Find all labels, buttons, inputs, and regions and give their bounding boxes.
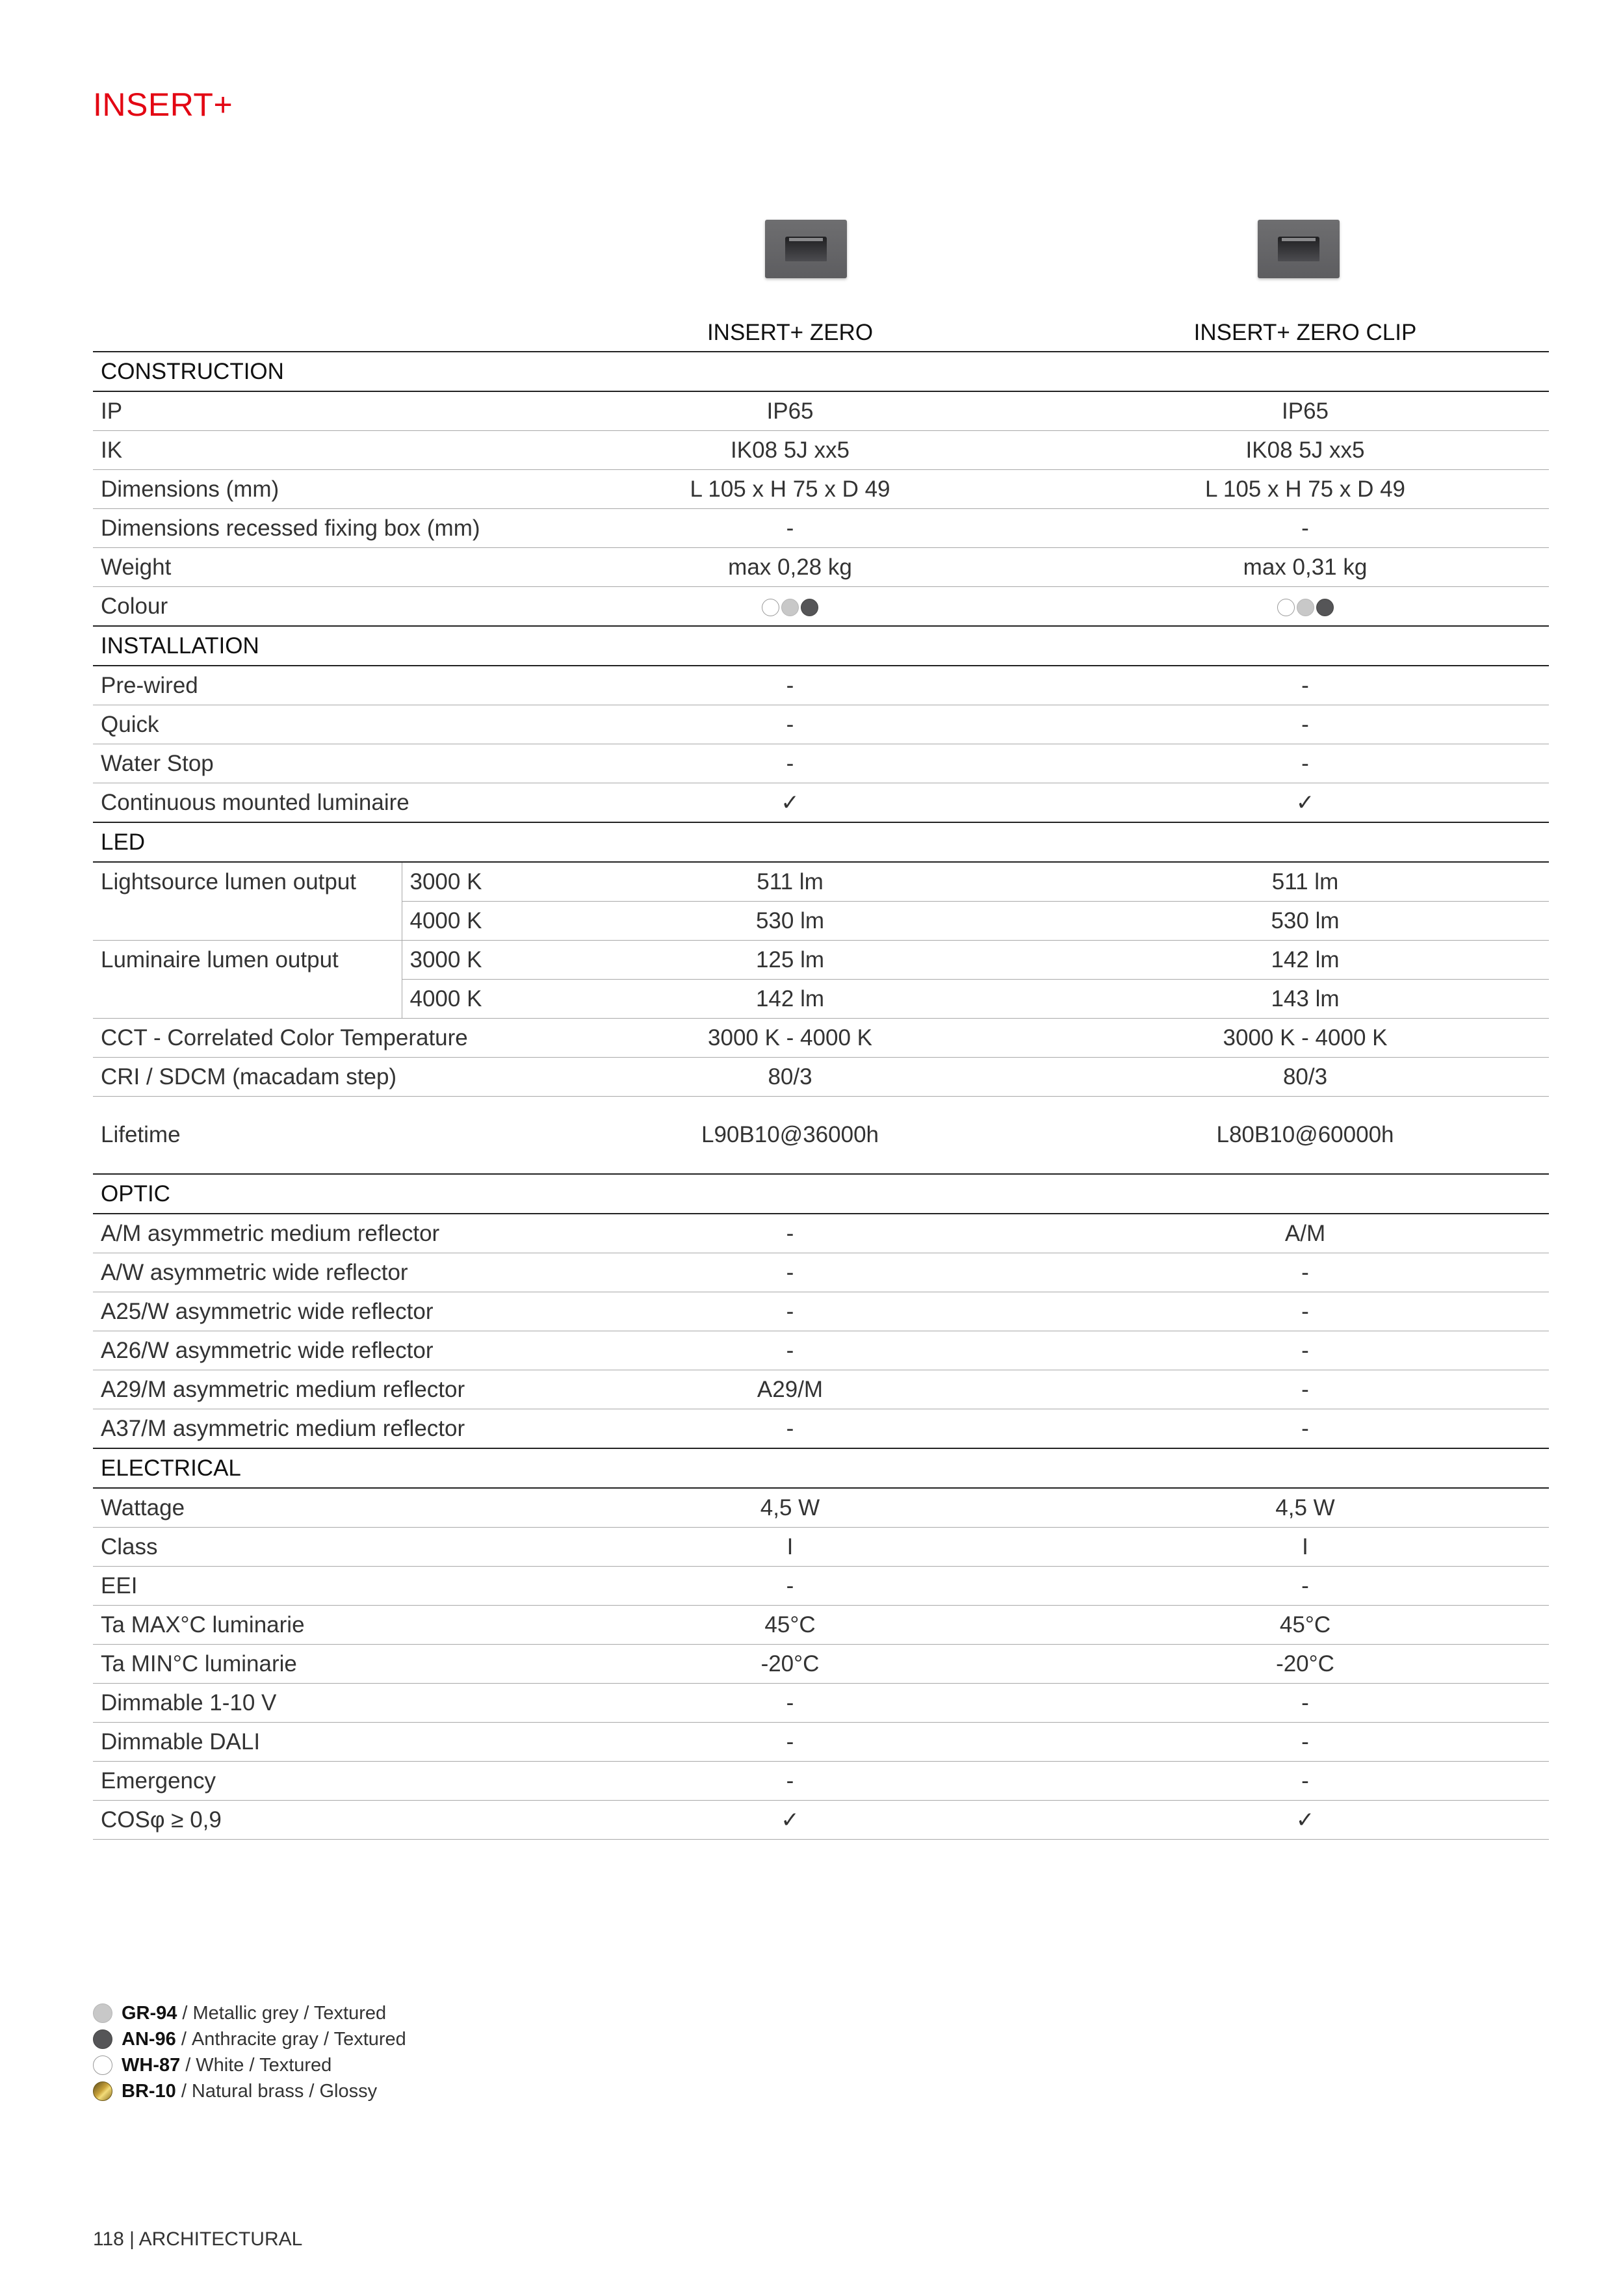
- table-row: [93, 391, 1549, 431]
- product-name: INSERT+ ZERO: [519, 315, 1061, 352]
- anthracite-swatch-icon: [1316, 599, 1334, 616]
- value-a: L 105 x H 75 x D 49: [519, 470, 1061, 509]
- section-title: CONSTRUCTION: [93, 352, 1549, 391]
- value-b: -: [1061, 705, 1549, 744]
- value-a: -: [519, 1253, 1061, 1292]
- led-strip: [789, 238, 823, 241]
- value-a: 530 lm: [519, 902, 1061, 941]
- colour-swatches-a: [519, 587, 1061, 627]
- table-row: [93, 1214, 1549, 1253]
- product-name: INSERT+ ZERO CLIP: [1061, 315, 1549, 352]
- table-row: [93, 1645, 1549, 1684]
- legend-code: AN-96: [122, 2028, 176, 2050]
- brass-swatch-icon: [93, 2081, 112, 2101]
- table-row: [93, 1058, 1549, 1097]
- table-row: [93, 862, 1549, 902]
- table-row: [93, 1684, 1549, 1723]
- value-b: 142 lm: [1061, 941, 1549, 980]
- colour-swatches-b: [1061, 587, 1549, 627]
- value-a: -: [519, 1214, 1061, 1253]
- row-label: Dimensions (mm): [93, 470, 519, 509]
- row-label: IK: [93, 431, 519, 470]
- legend-separator: /: [181, 2080, 187, 2102]
- value-b: -: [1061, 1723, 1549, 1762]
- check-icon: ✓: [519, 783, 1061, 823]
- table-row: [93, 941, 1549, 980]
- table-row: [93, 1801, 1549, 1840]
- value-a: 511 lm: [519, 862, 1061, 902]
- value-a: -: [519, 1292, 1061, 1331]
- value-a: -: [519, 666, 1061, 705]
- value-b: -: [1061, 666, 1549, 705]
- value-b: -: [1061, 1370, 1549, 1409]
- product-image-insert-zero: [765, 220, 847, 278]
- section-title: LED: [93, 822, 1549, 862]
- row-label: Continuous mounted luminaire: [93, 783, 519, 823]
- row-label: Quick: [93, 705, 519, 744]
- value-a: IK08 5J xx5: [519, 431, 1061, 470]
- value-b: A/M: [1061, 1214, 1549, 1253]
- value-a: 80/3: [519, 1058, 1061, 1097]
- table-row: [93, 1723, 1549, 1762]
- cct-label: 4000 K: [402, 980, 519, 1019]
- page-title: INSERT+: [93, 86, 233, 123]
- cct-label: 3000 K: [402, 941, 519, 980]
- table-row: [93, 1097, 1549, 1175]
- legend-item: [93, 2026, 406, 2052]
- legend-desc: Metallic grey / Textured: [192, 2002, 387, 2024]
- value-b: L80B10@60000h: [1061, 1097, 1549, 1175]
- white-swatch-icon: [1277, 599, 1295, 616]
- value-a: max 0,28 kg: [519, 548, 1061, 587]
- led-strip: [1282, 238, 1316, 241]
- value-b: 530 lm: [1061, 902, 1549, 941]
- table-row: [93, 1292, 1549, 1331]
- row-label: EEI: [93, 1567, 519, 1606]
- value-b: 143 lm: [1061, 980, 1549, 1019]
- value-a: -: [519, 705, 1061, 744]
- value-a: -: [519, 1567, 1061, 1606]
- legend-desc: White / Textured: [196, 2054, 332, 2076]
- value-b: IK08 5J xx5: [1061, 431, 1549, 470]
- value-b: -: [1061, 1567, 1549, 1606]
- value-a: I: [519, 1528, 1061, 1567]
- row-label: CRI / SDCM (macadam step): [93, 1058, 519, 1097]
- table-row: [93, 431, 1549, 470]
- legend-desc: Natural brass / Glossy: [191, 2080, 378, 2102]
- table-row: [93, 587, 1549, 627]
- row-label: Ta MIN°C luminarie: [93, 1645, 519, 1684]
- row-label: Wattage: [93, 1488, 519, 1528]
- row-label: Dimmable 1-10 V: [93, 1684, 519, 1723]
- value-a: 142 lm: [519, 980, 1061, 1019]
- legend-code: WH-87: [122, 2054, 181, 2076]
- value-b: -: [1061, 1409, 1549, 1449]
- value-a: -20°C: [519, 1645, 1061, 1684]
- white-swatch-icon: [93, 2055, 112, 2075]
- table-row: [93, 705, 1549, 744]
- row-label: A/M asymmetric medium reflector: [93, 1214, 519, 1253]
- value-b: max 0,31 kg: [1061, 548, 1549, 587]
- row-label: A37/M asymmetric medium reflector: [93, 1409, 519, 1449]
- table-row: [93, 1606, 1549, 1645]
- value-b: -: [1061, 744, 1549, 783]
- check-icon: ✓: [519, 1801, 1061, 1840]
- row-label: A25/W asymmetric wide reflector: [93, 1292, 519, 1331]
- value-b: 3000 K - 4000 K: [1061, 1019, 1549, 1058]
- value-a: L90B10@36000h: [519, 1097, 1061, 1175]
- section-installation: [93, 626, 1549, 666]
- value-b: 80/3: [1061, 1058, 1549, 1097]
- grey-swatch-icon: [1297, 599, 1314, 616]
- anthracite-swatch-icon: [801, 599, 818, 616]
- row-label: Colour: [93, 587, 519, 627]
- table-row: [93, 666, 1549, 705]
- section-title: INSTALLATION: [93, 626, 1549, 666]
- section-optic: [93, 1174, 1549, 1214]
- table-row: [93, 1488, 1549, 1528]
- row-label: Dimensions recessed fixing box (mm): [93, 509, 519, 548]
- value-b: L 105 x H 75 x D 49: [1061, 470, 1549, 509]
- legend-code: BR-10: [122, 2080, 176, 2102]
- table-row: [93, 470, 1549, 509]
- value-a: 125 lm: [519, 941, 1061, 980]
- row-label: Pre-wired: [93, 666, 519, 705]
- value-a: -: [519, 1331, 1061, 1370]
- legend-separator: /: [182, 2002, 188, 2024]
- value-b: -: [1061, 1253, 1549, 1292]
- row-label: Weight: [93, 548, 519, 587]
- value-a: -: [519, 1409, 1061, 1449]
- value-b: 511 lm: [1061, 862, 1549, 902]
- product-image-insert-zero-clip: [1258, 220, 1340, 278]
- value-a: 4,5 W: [519, 1488, 1061, 1528]
- legend-code: GR-94: [122, 2002, 177, 2024]
- legend-separator: /: [185, 2054, 191, 2076]
- row-label: Water Stop: [93, 744, 519, 783]
- check-icon: ✓: [1061, 1801, 1549, 1840]
- cct-label: 3000 K: [402, 862, 519, 902]
- table-row: [93, 1253, 1549, 1292]
- value-b: 4,5 W: [1061, 1488, 1549, 1528]
- value-a: -: [519, 509, 1061, 548]
- value-b: -: [1061, 509, 1549, 548]
- section-title: ELECTRICAL: [93, 1448, 1549, 1488]
- row-label: Class: [93, 1528, 519, 1567]
- row-label: Emergency: [93, 1762, 519, 1801]
- grey-swatch-icon: [93, 2003, 112, 2023]
- legend-item: [93, 2052, 406, 2078]
- page-footer: 118 | ARCHITECTURAL: [93, 2228, 303, 2250]
- row-label: COSφ ≥ 0,9: [93, 1801, 519, 1840]
- row-label: Ta MAX°C luminarie: [93, 1606, 519, 1645]
- section-electrical: [93, 1448, 1549, 1488]
- value-a: 45°C: [519, 1606, 1061, 1645]
- table-row: [93, 509, 1549, 548]
- section-led: [93, 822, 1549, 862]
- table-row: [93, 1528, 1549, 1567]
- row-label: IP: [93, 391, 519, 431]
- table-row: [93, 1409, 1549, 1449]
- row-label: A29/M asymmetric medium reflector: [93, 1370, 519, 1409]
- white-swatch-icon: [762, 599, 779, 616]
- anthracite-swatch-icon: [93, 2029, 112, 2049]
- value-a: -: [519, 744, 1061, 783]
- legend-item: [93, 2078, 406, 2104]
- legend-desc: Anthracite gray / Textured: [191, 2028, 406, 2050]
- value-a: -: [519, 1723, 1061, 1762]
- product-header-row: [93, 315, 1549, 352]
- row-label: A26/W asymmetric wide reflector: [93, 1331, 519, 1370]
- row-label: Lifetime: [93, 1097, 519, 1175]
- table-row: [93, 548, 1549, 587]
- check-icon: ✓: [1061, 783, 1549, 823]
- value-a: A29/M: [519, 1370, 1061, 1409]
- value-b: I: [1061, 1528, 1549, 1567]
- table-row: [93, 744, 1549, 783]
- value-b: 45°C: [1061, 1606, 1549, 1645]
- colour-legend: [93, 2000, 406, 2104]
- table-row: [93, 1762, 1549, 1801]
- section-title: OPTIC: [93, 1174, 1549, 1214]
- row-label: Dimmable DALI: [93, 1723, 519, 1762]
- value-a: 3000 K - 4000 K: [519, 1019, 1061, 1058]
- table-row: [93, 1370, 1549, 1409]
- value-b: -: [1061, 1684, 1549, 1723]
- value-b: -: [1061, 1331, 1549, 1370]
- table-row: [93, 1567, 1549, 1606]
- spec-table: [93, 315, 1549, 1840]
- row-label: CCT - Correlated Color Temperature: [93, 1019, 519, 1058]
- value-b: -: [1061, 1292, 1549, 1331]
- row-label: Luminaire lumen output: [93, 941, 402, 1019]
- cct-label: 4000 K: [402, 902, 519, 941]
- table-row: [93, 783, 1549, 823]
- table-row: [93, 1331, 1549, 1370]
- table-row: [93, 1019, 1549, 1058]
- value-a: -: [519, 1684, 1061, 1723]
- legend-separator: /: [181, 2028, 187, 2050]
- value-a: -: [519, 1762, 1061, 1801]
- row-label: A/W asymmetric wide reflector: [93, 1253, 519, 1292]
- grey-swatch-icon: [781, 599, 799, 616]
- legend-item: [93, 2000, 406, 2026]
- value-a: IP65: [519, 391, 1061, 431]
- row-label: Lightsource lumen output: [93, 862, 402, 941]
- value-b: -: [1061, 1762, 1549, 1801]
- value-b: -20°C: [1061, 1645, 1549, 1684]
- section-construction: [93, 352, 1549, 391]
- value-b: IP65: [1061, 391, 1549, 431]
